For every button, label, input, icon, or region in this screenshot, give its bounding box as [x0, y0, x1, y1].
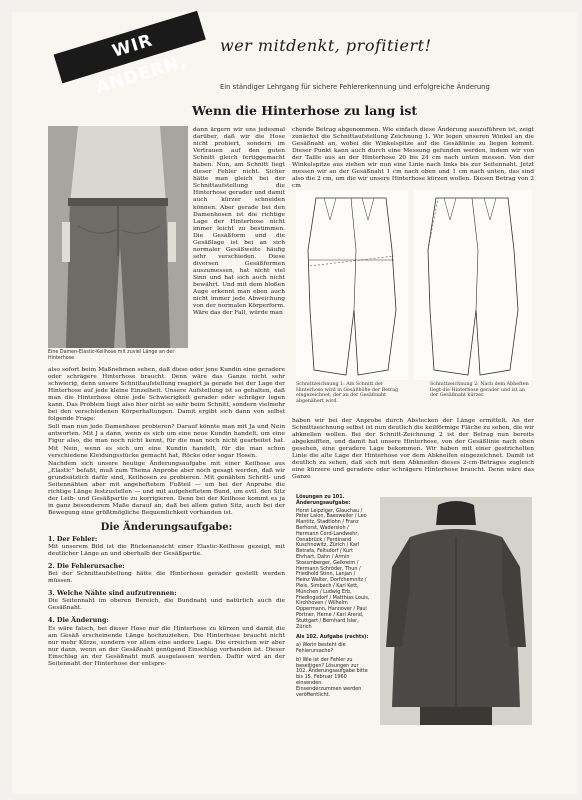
paragraph: Nachdem sich unsere heutige Änderungsaufgabe mit einer Keilhose aus „Elastic" befaßt, muß zum Thema Anprobe aber noch gesagt werden, daß wir grundsätzlich dafür sind, Keilhosen zu probieren. Mit genähten Schritt- und Seitennähten aber mit angeheftetem Fußteil — um bei der Anprobe die richtige Länge festzustellen — und mit aufgeheftetem Bund, um evtl. den Sitz der Leib- und Gesäßpartie zu korrigieren. Denn bei der Keilhose kommt es ja in ganz besonderem Maße darauf an, daß bei allem guten Sitz, auch bei der Bewegung eine größtmögliche Bequemlichkeit vorhanden ist. [48, 460, 285, 516]
solutions-names: Horst Leipziger, Glauchau / Peter Laion, Baesweiler / Leo Mantitz, Stadtlohn / Franz Berhorst, Wadersloh / Hermann Cord-Landwehr, Osnabrück / Ferdinand Kuschnowitz, Zürich / Karl Betrafa, Feltsdorf / Kurt Ehrhart, Dahn / Armin Stossmberger, Gelkreim / Hermann Schröder, Thun / Friedhold Stinn, Lanjan / Heinz Walter, Dorfchemnitz / Pleis, Simbach / Karl Kett, München / Ludwig Erb, Friedingsdorf / Matthias Louis, Kirchhoven / Wilhelm Oppermann, Hannover / Paul Pörtner, Herne / Karl Arend, Stuttgart / Bernhard Isler, Zürich [296, 507, 370, 630]
paragraph: Soll man nun jede Damenhose probieren? Darauf könnte man mit Ja und Nein antworten. Mit J a dann, wenn es sich um eine neue Kundin handelt, um eine Figur also, die man noch nicht kennt, für die man noch nicht gearbeitet hat. Mit Nein, wenn es sich um eine Kundin handelt, für die man schon verschiedene Kleidungsstücke gemacht hat, Röcke oder sogar Hosen. [48, 424, 285, 459]
column-three-text: chende Betrag abgenommen. Wie einfach diese Änderung auszuführen ist, zeigt zunächst die Schnittaufstellung Zeichnung 1. Wir legen unseren Winkel an die Gesäßnaht an, wobei die Winkelspitze auf die Gesäßlinie zu liegen kommt. Dieser Punkt kann auch durch eine Messung gefunden werden, indem wir von der Taille aus an der Hinterhose 20 bis 24 cm nach unten messen. Von der Winkelspitze aus ziehen wir nun eine Linie nach links bis zur Seitennaht. Jetzt messen wir an der Gesäßnaht 1 cm nach oben und 1 cm nach unten, das sind also die 2 cm, um die wir unsere Hinterhose kürzen wollen. Diesen Betrag von 2 cm [292, 127, 534, 190]
pattern-drawing-2 [414, 190, 532, 380]
item-text: Die Seitennaht im oberen Bereich, die Bundnaht und natürlich auch die Gesäßnaht. [48, 598, 285, 612]
section-heading: Die Änderungsaufgabe: [100, 521, 233, 533]
article-title: Wenn die Hinterhose zu lang ist [192, 103, 418, 118]
item-label: 4. Die Änderung: [48, 616, 109, 625]
task-question-b: b) Wie ist der Fehler zu beseitigen? Lösungen zur 102. Änderungsaufgabe bitte bis 15. Februar 1960 einsenden. Einsenderzummen werden veröffentlicht. [296, 656, 368, 698]
solutions-heading: Lösungen zu 101. Änderungsaufgabe: [296, 494, 351, 506]
item-label: 1. Der Fehler: [48, 535, 98, 544]
task-question-a: a) Worin besteht die Fehlerursache? [296, 642, 346, 654]
item-text: Mit unserem Bild ist die Rückenansicht einer Elastic-Keilhose gezeigt, mit deutlicher Länge an und oberhalb der Gesäßpartie. [48, 544, 285, 558]
drawing-1-caption: Schnittzeichnung 1: Am Schnitt der Hinterhose wird in Gesäßhöhe der Betrag eingezeichnet, der an der Gesäßnaht abgenähert wird. [296, 382, 399, 404]
paragraph: also sofort beim Maßnehmen sehen, daß diese oder jene Kundin eine geradere oder schrägere Hinterhose braucht. Denn wäre das Ganze nicht sehr schwierig, denn unsere Schnittaufstellung reagiert ja gerade bei der Lage der Hinterhose auf jede kleine Einzelheit. Unsere Aufstellung ist so gehalten, daß man die Hinterhose ohne jede Schwierigkeit gerader oder schräger legen kann. Das Problem liegt also hier nicht so sehr beim Schnitt, sondern vielmehr bei den verschiedenen Körperhaltungen. Damit ergibt sich dann von selbst folgende Frage: [48, 367, 285, 423]
pattern-drawing-1 [296, 190, 408, 380]
item-label: 2. Die Fehlerursache: [48, 562, 125, 571]
jacket-illustration [380, 497, 532, 725]
trousers-illustration [48, 126, 188, 348]
solutions-box [296, 495, 370, 698]
jacket-photo [380, 497, 532, 725]
column-three-text-continued: haben wir bei der Anprobe durch Abstecken der Länge ermittelt. An der Schnittzeichnung selbst ist nun deutlich die keilförmige Fläche zu sehen, die wir abknellen wollen. Bei der Schnitt-Zeichnung 2 ist der Betrag nun bereits abgeknifften, und damit hat unsere Hinterhose, von der Gesäßlinie nach oben gesehen, eine geradere Lage bekommen. Wir haben mit einer gestrichelten Linie die alte Lage der Hinterhose vor dem Abkneifen eingezeichnet. Damit ist deutlich zu sehen, daß sich mit dem Abkneifen dieses 2-cm-Betrages zugleich eine kürzere und geradere oder schrägere Hinterhose braucht. Denn wäre das Ganze [292, 418, 534, 481]
photo-caption: Eine Damen-Elastic-Keilhose mit zuviel Länge an der Hinterhose [48, 350, 175, 361]
subtitle: Ein ständiger Lehrgang für sichere Fehlererkennung und erfolgreiche Änderung [220, 83, 490, 91]
item-text: Es wäre falsch, bei dieser Hose nur die Hinterhose zu kürzen und damit die am Gesäß erscheinende Länge hochzuziehen. Die Hinterhose braucht nicht nur mehr Kürze, sondern vor allem eine andere Lage. Die erreichen wir aber nur dann, wenn an der Gesäßnaht genügend Einschlag vorhanden ist. Dieser Einschlag an der Gesäßnaht muß ausgelassen werden. Dafür wird an der Seitennaht der Hinterhose der entspre- [48, 625, 285, 667]
pattern-drawing-2-svg [414, 190, 532, 380]
slogan: wer mitdenkt, profitiert! [220, 36, 432, 55]
item-text: Bei der Schnittaufstellung hätte die Hinterhose gerader gestellt werden müssen. [48, 571, 285, 585]
drawing-2-caption: Schnittzeichnung 2: Nach dem Abheften liegt die Hinterhose gerader und ist an der Gesäßnaht kürzer. [430, 382, 529, 399]
trousers-photo [48, 126, 188, 348]
left-column-lower [48, 367, 285, 669]
column-two-text: dann ärgern wir uns jedesmal darüber, daß wir die Hose nicht probiert, sondern im Vertrauen auf den guten Schnitt gleich fertiggemacht haben. Nun, am Schnitt liegt dieser Fehler nicht. Sicher hätte man gleich bei der Schnittaufstellung die Hinterhose gerader und damit auch kürzer schneiden können. Aber gerade bei den Damenhosen ist die richtige Lage der Hinterhose nicht immer leicht zu bestimmen. Die Gesäßform und die Gesäßlage ist bei an sich normaler Gesäßweite häufig sehr verschieden. Diese diversen Gesäßformen auszumessen, hat nicht viel Sinn und hat sich auch nicht bewährt. Und mit dem bloßen Auge erkennt man eben auch nicht immer jede Abweichung von der normalen Körperform. Wäre das der Fall, würde man [193, 127, 285, 317]
item-label: 3. Welche Nähte sind aufzutrennen: [48, 589, 177, 598]
task-heading: Als 102. Aufgabe (rechts): [296, 634, 369, 641]
banner-text: WIR ÄNDERN, [93, 30, 190, 99]
pattern-drawing-1-svg [296, 190, 408, 380]
